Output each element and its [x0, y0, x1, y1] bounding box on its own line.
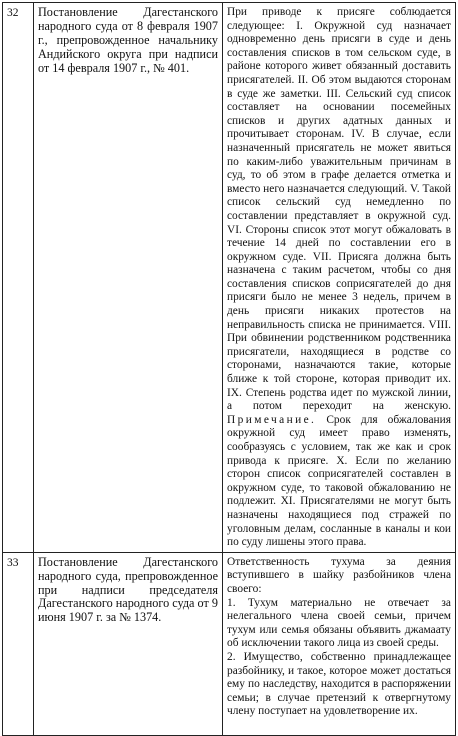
content-paragraph: Ответственность тухума за деяния вступившего в шайку разбойников члена своего: — [227, 555, 451, 595]
content-paragraph: 2. Имущество, собственно принадлежащее разбойнику, и такое, которое может достаться ему по наследству, находится в распоряжении семьи; в случае претензий к отвергнутому члену поступает на удовлетворение их. — [227, 650, 451, 718]
row-title: Постановление Дагестанского народного суда от 8 февраля 1907 г., препровожденное начальнику Андийского округа при надписи от 14 февраля 1907 г., № 401. — [34, 3, 223, 553]
content-text: При приводе к присяге соблюдается следующее: I. Окружной суд назначает одновременно день присяги в суде и день составления списков в том сельском суде, в районе которого живет обязанный доставить присягателей. II. Об этом выдаются сторонам в суде же заметки. III. Сельский суд список составляет на основании посемейных списков и других адатных данных и прочитывает сторонам. IV. В случае, если назначенный присягатель не может явиться по каким-либо уважительным причинам в суд, то об этом в графе делается отметка и вместо него назначается следующий. V. Такой список сельский суд немедленно по составлении представляет в окружной суд. VI. Стороны список этот могут обжаловать в течение 14 дней по составлении его в окружном суде. VII. Присяга должна быть назначена с таким расчетом, чтобы со дня составления списков соприсягателей до дня присяги было не менее 3 недель, причем в день присяги никаких протестов на неправильность списка не принимается. VIII. При обвинении родственником родственника присягатели, находящиеся в родстве со сторонами, назначаются такие, которые ближе к той стороне, которая приводит их. IX. Степень родства идет по мужской линии, а потом переходит на женскую. — [227, 6, 451, 413]
row-number: 33 — [3, 552, 34, 735]
content-paragraph: 1. Тухум материально не отвечает за нелегального члена своей семьи, причем тухум или семья обязаны объявить джамаату об исключении такого лица из своей среды. — [227, 596, 451, 650]
row-title: Постановление Дагестанского народного суда, препровожденное при надписи председателя Дагестанского народного суда от 9 июня 1907 г. за № 1374. — [34, 552, 223, 735]
table-row — [3, 552, 456, 735]
row-content — [223, 3, 456, 553]
row-content — [223, 552, 456, 735]
content-text: Срок для обжалования окружной суд имеет право изменять, сообразуясь с условием, так же как и срок привода к присяге. X. Если по желанию сторон список соприсягателей составлен в окружном суде, то таковой обжалованию не подлежит. XI. Присягателями не могут быть назначены находящиеся под стражей по уголовным делам, сосланные в каналы и кои по суду лишены этого права. — [227, 413, 451, 549]
document-table — [2, 2, 456, 736]
table-row — [3, 3, 456, 553]
row-number: 32 — [3, 3, 34, 553]
spaced-heading: Примечание. — [227, 413, 317, 426]
